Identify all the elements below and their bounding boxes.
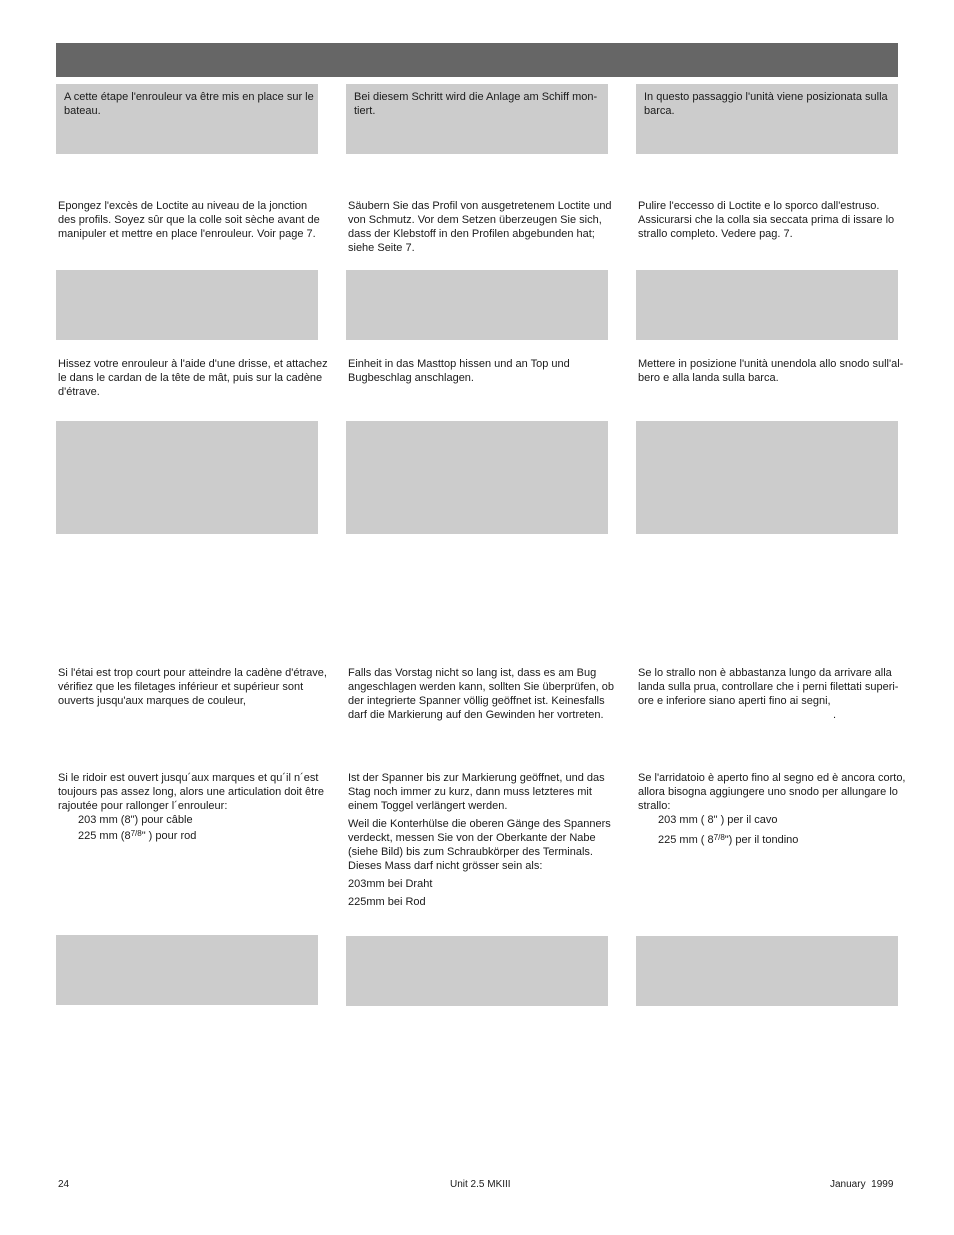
wire-length-de: 203mm bei Draht	[348, 878, 433, 890]
rod-length-de: 225mm bei Rod	[348, 896, 426, 908]
illustration-placeholder	[56, 935, 318, 1005]
step1-text-it: Pulire l'eccesso di Loctite e lo sporco dall'estruso. Assicurarsi che la colla sia seccata prima di issare lo strallo completo. Vedere pag. 7.	[638, 200, 895, 240]
step2-text-de: Einheit in das Masttop hissen und an Top und Bugbeschlag anschlagen.	[348, 358, 570, 384]
intro-text-de: Bei diesem Schritt wird die Anlage am Schiff mon- tiert.	[354, 91, 598, 117]
step3-text-it: Se lo strallo non è abbastanza lungo da arrivare alla landa sulla prua, controllare che i perni filettati superi- ore e inferiore siano aperti fino ai segni, .	[638, 667, 899, 721]
illustration-placeholder	[346, 421, 608, 534]
illustration-placeholder	[636, 421, 898, 534]
step2-text-fr: Hissez votre enrouleur à l'aide d'une drisse, et attachez le dans le cardan de la tête de mât, puis sur la cadène d'étrave.	[58, 358, 328, 398]
step4-text-fr: Si le ridoir est ouvert jusqu´aux marques et qu´il n´est toujours pas assez long, alors une articulation doit être rajoutée pour rallonger l´enrouleur: 203 mm (8") pour câble 225 mm ($8^{7/8}$" ) pour rod	[58, 772, 324, 842]
intro-text-it: In questo passaggio l'unità viene posizionata sulla barca.	[644, 91, 888, 117]
rod-length-fr: 225 mm ($8^{7/8}$" ) pour rod	[78, 829, 197, 842]
illustration-placeholder	[56, 270, 318, 340]
intro-box-de	[346, 84, 608, 154]
header-bar	[56, 43, 898, 77]
footer-date: January 1999	[830, 1179, 894, 1190]
footer-unit: Unit 2.5 MKIII	[450, 1179, 511, 1190]
intro-text-fr: A cette étape l'enrouleur va être mis en place sur le bateau.	[64, 91, 314, 117]
step4-text-de: Ist der Spanner bis zur Markierung geöffnet, und das Stag noch immer zu kurz, dann muss letzteres mit einem Toggel verlängert werden. Weil die Konterhülse die oberen Gänge des Spanners verdeckt, messen Sie von der Oberkante der Nabe (siehe Bild) bis zum Schraubkörper des Terminals. Dieses Mass darf nicht grösser sein als: 203mm bei Draht 225mm bei Rod	[348, 772, 611, 908]
page-number: 24	[58, 1179, 70, 1190]
step1-text-de: Säubern Sie das Profil von ausgetretenem Loctite und von Schmutz. Vor dem Setzen überzeugen Sie sich, dass der Klebstoff in den Profilen abgebunden hat; siehe Seite 7.	[348, 200, 612, 254]
illustration-placeholder	[346, 270, 608, 340]
wire-length-fr: 203 mm (8") pour câble	[78, 814, 193, 826]
illustration-placeholder	[636, 270, 898, 340]
wire-length-it: 203 mm ( 8" ) per il cavo	[658, 814, 778, 826]
intro-box-it	[636, 84, 898, 154]
step4-text-it: Se l'arridatoio è aperto fino al segno ed è ancora corto, allora bisogna aggiungere uno snodo per allungare lo strallo: 203 mm ( 8" ) per il cavo 225 mm ( $8^{7/8}$") per il tondino	[638, 772, 906, 846]
step3-text-de: Falls das Vorstag nicht so lang ist, dass es am Bug angeschlagen werden kann, sollten Sie überprüfen, ob der integrierte Spanner völlig geöffnet ist. Keinesfalls darf die Markierung auf den Gewinden her vortreten.	[348, 667, 615, 721]
step3-text-fr: Si l'étai est trop court pour atteindre la cadène d'étrave, vérifiez que les filetages inférieur et supérieur sont ouverts jusqu'aux marques de couleur,	[58, 667, 327, 707]
intro-box-fr	[56, 84, 318, 154]
step2-text-it: Mettere in posizione l'unità unendola allo snodo sull'al- bero e alla landa sulla barca.	[638, 358, 904, 384]
illustration-placeholder	[56, 421, 318, 534]
illustration-placeholder	[346, 936, 608, 1006]
illustration-placeholder	[636, 936, 898, 1006]
step1-text-fr: Epongez l'excès de Loctite au niveau de la jonction des profils. Soyez sûr que la colle soit sèche avant de manipuler et mettre en place l'enrouleur. Voir page 7.	[58, 200, 320, 240]
rod-length-it: 225 mm ( $8^{7/8}$") per il tondino	[658, 833, 799, 846]
